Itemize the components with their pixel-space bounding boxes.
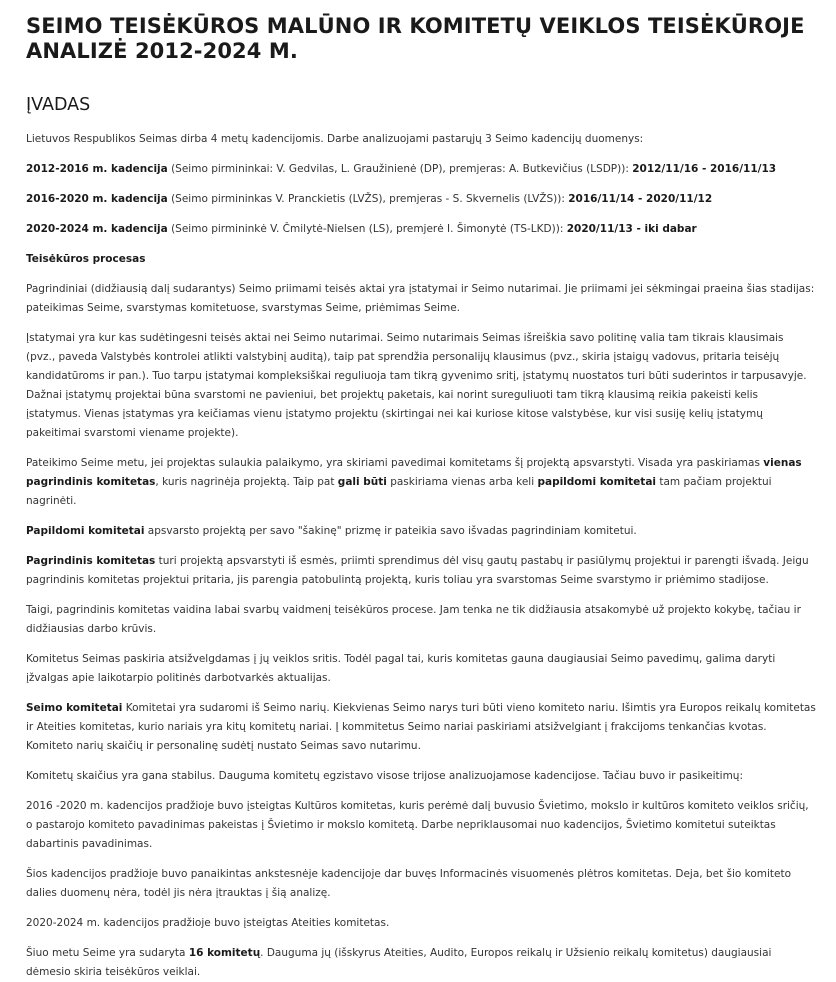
bold-span: vienas pagrindinis komitetas [26,457,802,488]
paragraph-pateikimo [26,454,816,511]
paragraph-istatymai: Įstatymai yra kur kas sudėtingesni teisės aktai nei Seimo nutarimai. Seimo nutarimais Seimas išreiškia savo politinę valia tam tikrais klausimais (pvz., paveda Valstybės kontrolei atlikti valstybinį auditą), taip pat sprendžia personalijų klausimus (pvz., skiria įstaigų vadovus, pritaria teisėjų kandidatūroms ir pan.). Tuo tarpu įstatymai kompleksiškai reguliuoja tam tikrą gyvenimo sritį, įstatymų nuostatos turi būti suderintos ir tarpusavyje. Dažnai įstatymų projektai būna svarstomi ne pavieniui, bet projektų paketais, kai norint sureguliuoti tam tikrą klausimą reikia pakeisti kelis įstatymus. Vienas įstatymas yra keičiamas vienu įstatymo projektu (skirtingai nei kai kuriose kitose valstybėse, kur visi susiję kelių įstatymų pakeitimai svarstomi viename projekte). [26,332,807,439]
bold-span: Papildomi komitetai [26,525,145,537]
kadencija-details: (Seimo pirmininkas V. Pranckietis (LVŽS), premjeras - S. Skvernelis (LVŽS)): [167,193,569,205]
text-span: turi projektą apsvarstyti iš esmės, priimti sprendimus dėl visų gautų pastabų ir pasiūlymų projektui ir parengti išvadą. Jeigu pagrindinis komitetas projektui pritaria, jis parengia patobulintą projektą, kuris toliau yra svarstomas Seime svarstymo ir priėmimo stadijose. [26,555,809,586]
kadencija-details: (Seimo pirmininkai: V. Gedvilas, L. Graužinienė (DP), premjeras: A. Butkevičius (LSDP)): [167,163,633,175]
bold-span: 16 komitetų [188,947,261,959]
paragraph-siuo [26,944,816,982]
kadencija-details: (Seimo pirmininkė V. Čmilytė-Nielsen (LS), premjerė I. Šimonytė (TS-LKD)): [167,223,567,235]
page-title: SEIMO TEISĖKŪROS MALŪNO IR KOMITETŲ VEIKLOS TEISĖKŪROJE ANALIZĖ 2012-2024 M. [26,14,805,63]
text-span: Pateikimo Seime metu, jei projektas sulaukia palaikymo, yra skiriami pavedimai komitetams šį projektą apsvarstyti. Visada yra paskiriamas [26,457,764,469]
kadencija-label: 2020-2024 m. kadencija [26,223,168,235]
paragraph-skaicius: Komitetų skaičius yra gana stabilus. Dauguma komitetų egzistavo visose trijose analizuojamose kadencijose. Tačiau buvo ir pasikeitimų: [26,770,743,782]
text-span: paskiriama vienas arba keli [386,476,538,488]
section-heading-ivadas: ĮVADAS [26,95,91,115]
text-span: tam pačiam projektui nagrinėti. [26,476,772,507]
bold-span: Seimo komitetai [26,702,123,714]
paragraph-seimo-komitetai [26,699,816,756]
text-span: Šiuo metu Seime yra sudaryta [26,947,189,959]
kadencija-2016 [26,190,816,209]
paragraph-pagrindiniai: Pagrindiniai (didžiausią dalį sudarantys) Seimo priimami teisės aktai yra įstatymai ir Seimo nutarimai. Jie priimami jei sėkmingai praeina šias stadijas: pateikimas Seime, svarstymas komitetuose, svarstymas Seime, priėmimas Seime. [26,283,815,314]
paragraph-taigi: Taigi, pagrindinis komitetas vaidina labai svarbų vaidmenį teisėkūros procese. Jam tenka ne tik didžiausia atsakomybė už projekto kokybę, tačiau ir didžiausias darbo krūvis. [26,604,801,635]
kadencija-label: 2012-2016 m. kadencija [26,163,168,175]
paragraph-komitetus: Komitetus Seimas paskiria atsižvelgdamas į jų veiklos sritis. Todėl pagal tai, kuris komitetas gauna daugiausiai Seimo pavedimų, galima daryti įžvalgas apie laikotarpio politinės darbotvarkės aktualijas. [26,653,776,684]
text-span: . Dauguma jų (išskyrus Ateities, Audito, Europos reikalų ir Užsienio reikalų komitetus) daugiausiai dėmesio skiria teisėkūros veiklai. [26,947,772,978]
kadencija-2020 [26,220,816,239]
bold-span: papildomi komitetai [537,476,657,488]
bold-span: Pagrindinis komitetas [26,555,156,567]
paragraph-pagrindinis [26,552,816,590]
text-span: , kuris nagrinėja projektą. Taip pat [155,476,338,488]
kadencija-label: 2016-2020 m. kadencija [26,193,168,205]
text-span: apsvarsto projektą per savo "šakinę" prizmę ir pateikia savo išvadas pagrindiniam komitetui. [144,525,637,537]
kadencija-dates: 2016/11/14 - 2020/11/12 [568,193,713,205]
paragraph-2020: 2020-2024 m. kadencijos pradžioje buvo įsteigtas Ateities komitetas. [26,917,390,929]
procesas-heading: Teisėkūros procesas [26,253,146,265]
paragraph-sios: Šios kadencijos pradžioje buvo panaikintas ankstesnėje kadencijoje dar buvęs Informacinės visuomenės plėtros komitetas. Deja, bet šio komiteto dalies duomenų nėra, todėl jis nėra įtrauktas į šią analizę. [26,868,792,899]
paragraph-2016: 2016 -2020 m. kadencijos pradžioje buvo įsteigtas Kultūros komitetas, kuris perėmė dalį buvusio Švietimo, mokslo ir kultūros komiteto veiklos sričių, o pastarojo komiteto pavadinimas pakeistas į Švietimo ir mokslo komitetą. Darbe nepriklausomai nuo kadencijos, Švietimo komitetui suteiktas dabartinis pavadinimas. [26,800,809,850]
kadencija-dates: 2020/11/13 - iki dabar [566,223,697,235]
paragraph-papildomi [26,522,816,541]
kadencija-dates: 2012/11/16 - 2016/11/13 [632,163,777,175]
subheading-procesas [26,250,816,269]
text-span: Komitetai yra sudaromi iš Seimo narių. Kiekvienas Seimo narys turi būti vieno komiteto nariu. Išimtis yra Europos reikalų komitetas ir Ateities komitetas, kurio nariais yra kitų komitetų nariai. Į kommitetus Seimo nariai paskiriami atsižvelgiant į frakcijoms tenkančias kvotas. Komiteto narių skaičių ir personalinę sudėtį nustato Seimas savo nutarimu. [26,702,816,752]
kadencija-2012 [26,160,816,179]
bold-span: gali būti [337,476,387,488]
intro-paragraph: Lietuvos Respublikos Seimas dirba 4 metų kadencijomis. Darbe analizuojami pastarųjų 3 Seimo kadencijų duomenys: [26,133,644,145]
